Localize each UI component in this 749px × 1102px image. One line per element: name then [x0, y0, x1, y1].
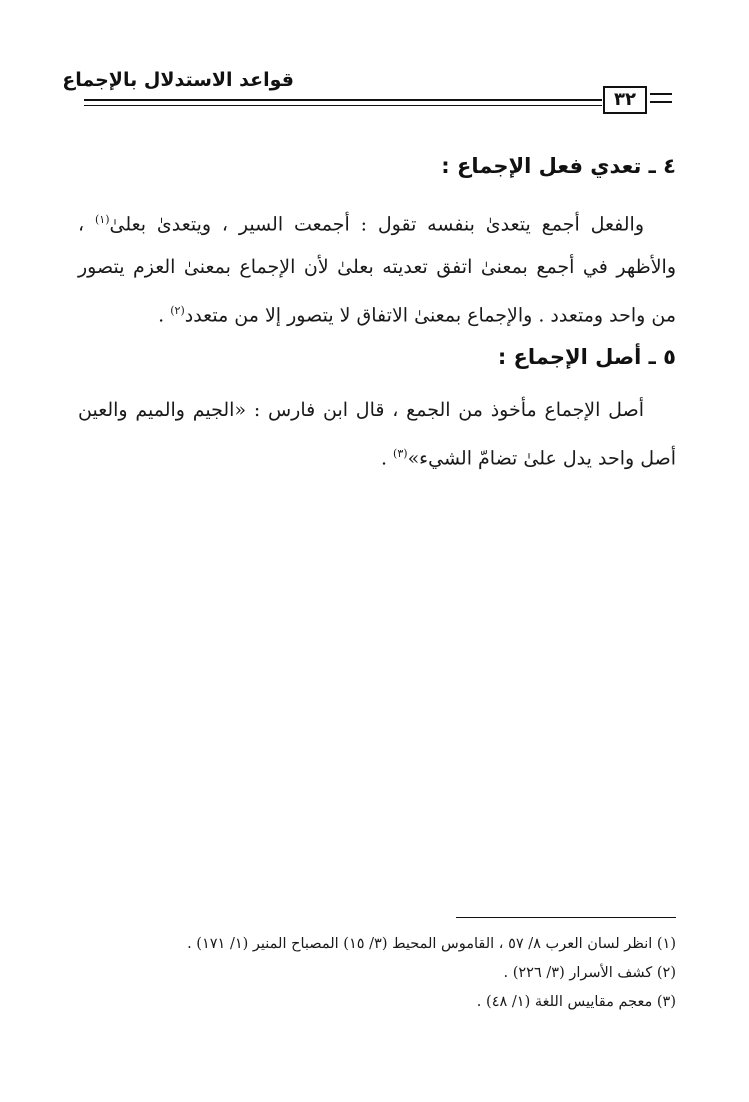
section-paragraph-4 [78, 198, 676, 338]
paragraph-text: أصل الإجماع مأخوذ من الجمع ، قال ابن فارس : «الجيم والميم والعين أصل واحد يدل علىٰ تضامّ الشيء» [78, 399, 676, 470]
running-title: قواعد الاستدلال بالإجماع [62, 69, 294, 91]
header-ornament [650, 93, 672, 105]
section-heading-4: ٤ ـ تعدي فعل الإجماع : [441, 154, 676, 178]
paragraph-text: . [158, 304, 171, 327]
footnote-2: (٢) كشف الأسرار (٣/ ٢٢٦) . [503, 965, 676, 981]
section-paragraph-5 [78, 389, 676, 480]
footnote-separator [456, 917, 676, 918]
footnote-ref-2: (٢) [170, 304, 185, 318]
footnote-1: (١) انظر لسان العرب ٨/ ٥٧ ، القاموس المحيط (٣/ ١٥) المصباح المنير (١/ ١٧١) . [187, 936, 676, 952]
footnotes [78, 930, 676, 1017]
footnote-3: (٣) معجم مقاييس اللغة (١/ ٤٨) . [476, 994, 676, 1010]
section-heading-5: ٥ ـ أصل الإجماع : [497, 345, 676, 369]
footnote-ref-3: (٣) [393, 447, 408, 460]
page-number: ٣٢ [603, 86, 647, 114]
paragraph-text: والفعل أجمع يتعدىٰ بنفسه تقول : أجمعت السير ، ويتعدىٰ بعلىٰ [109, 213, 645, 236]
header-rule-bottom [84, 105, 602, 106]
paragraph-text: ، والأظهر في أجمع بمعنىٰ اتفق تعديته بعلىٰ لأن الإجماع بمعنىٰ العزم يتصور من واحد ومتعدد . والإجماع بمعنىٰ الاتفاق لا يتصور إلا من متعدد [78, 213, 676, 327]
header-rule-top [84, 99, 602, 101]
paragraph-text: . [380, 447, 394, 470]
footnote-ref-1: (١) [94, 213, 110, 226]
